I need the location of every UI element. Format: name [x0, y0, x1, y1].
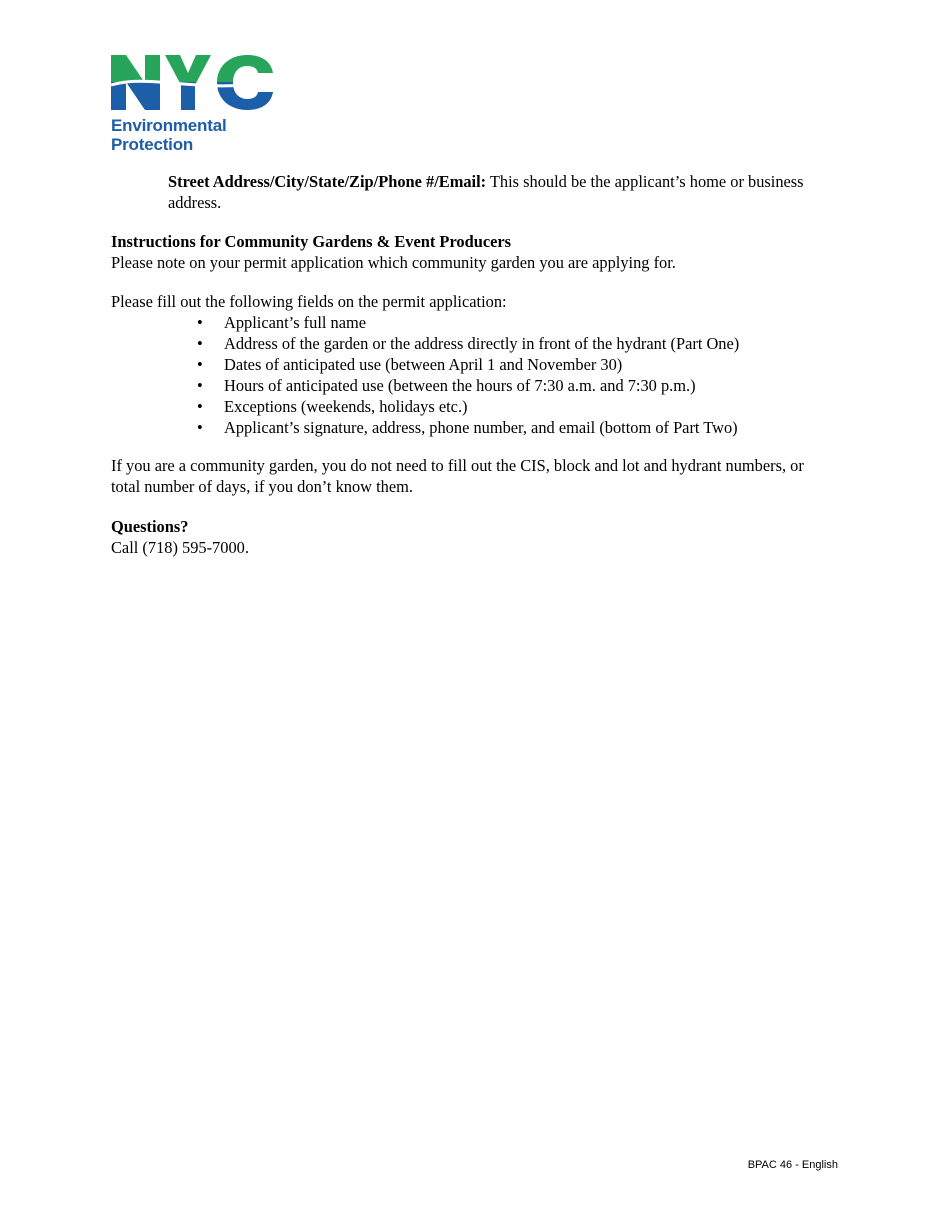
street-address-paragraph — [168, 171, 848, 213]
street-address-label: Street Address/City/State/Zip/Phone #/Email: — [168, 172, 487, 191]
list-item-text: Applicant’s full name — [224, 313, 367, 332]
fields-intro: Please fill out the following fields on the permit application: — [111, 292, 507, 311]
list-item-text: Address of the garden or the address directly in front of the hydrant (Part One) — [224, 334, 740, 353]
questions-heading: Questions? — [111, 517, 189, 536]
bullet-icon: • — [197, 334, 203, 353]
agency-name-line-2: Protection — [111, 135, 194, 154]
nyc-logo-mark — [111, 55, 276, 113]
instructions-heading: Instructions for Community Gardens & Event Producers — [111, 232, 512, 251]
bullet-icon: • — [197, 418, 203, 437]
garden-note-line-2: total number of days, if you don’t know them. — [111, 477, 413, 496]
bullet-icon: • — [197, 376, 203, 395]
garden-note-line-1: If you are a community garden, you do not need to fill out the CIS, block and lot and hydrant numbers, or — [111, 456, 804, 475]
street-address-text: This should be the applicant’s home or business address. — [168, 172, 804, 212]
list-item-text: Exceptions (weekends, holidays etc.) — [224, 397, 468, 416]
form-id-footer: BPAC 46 - English — [747, 1159, 838, 1171]
agency-name-line-1: Environmental — [111, 116, 227, 135]
list-item-text: Dates of anticipated use (between April 1 and November 30) — [224, 355, 623, 374]
questions-phone: Call (718) 595-7000. — [111, 538, 249, 557]
bullet-icon: • — [197, 313, 203, 332]
list-item-text: Hours of anticipated use (between the hours of 7:30 a.m. and 7:30 p.m.) — [224, 376, 696, 395]
bullet-icon: • — [197, 355, 203, 374]
instructions-note: Please note on your permit application which community garden you are applying for. — [111, 253, 676, 272]
list-item-text: Applicant’s signature, address, phone number, and email (bottom of Part Two) — [224, 418, 738, 437]
nyc-dep-logo — [111, 55, 281, 155]
bullet-icon: • — [197, 397, 203, 416]
